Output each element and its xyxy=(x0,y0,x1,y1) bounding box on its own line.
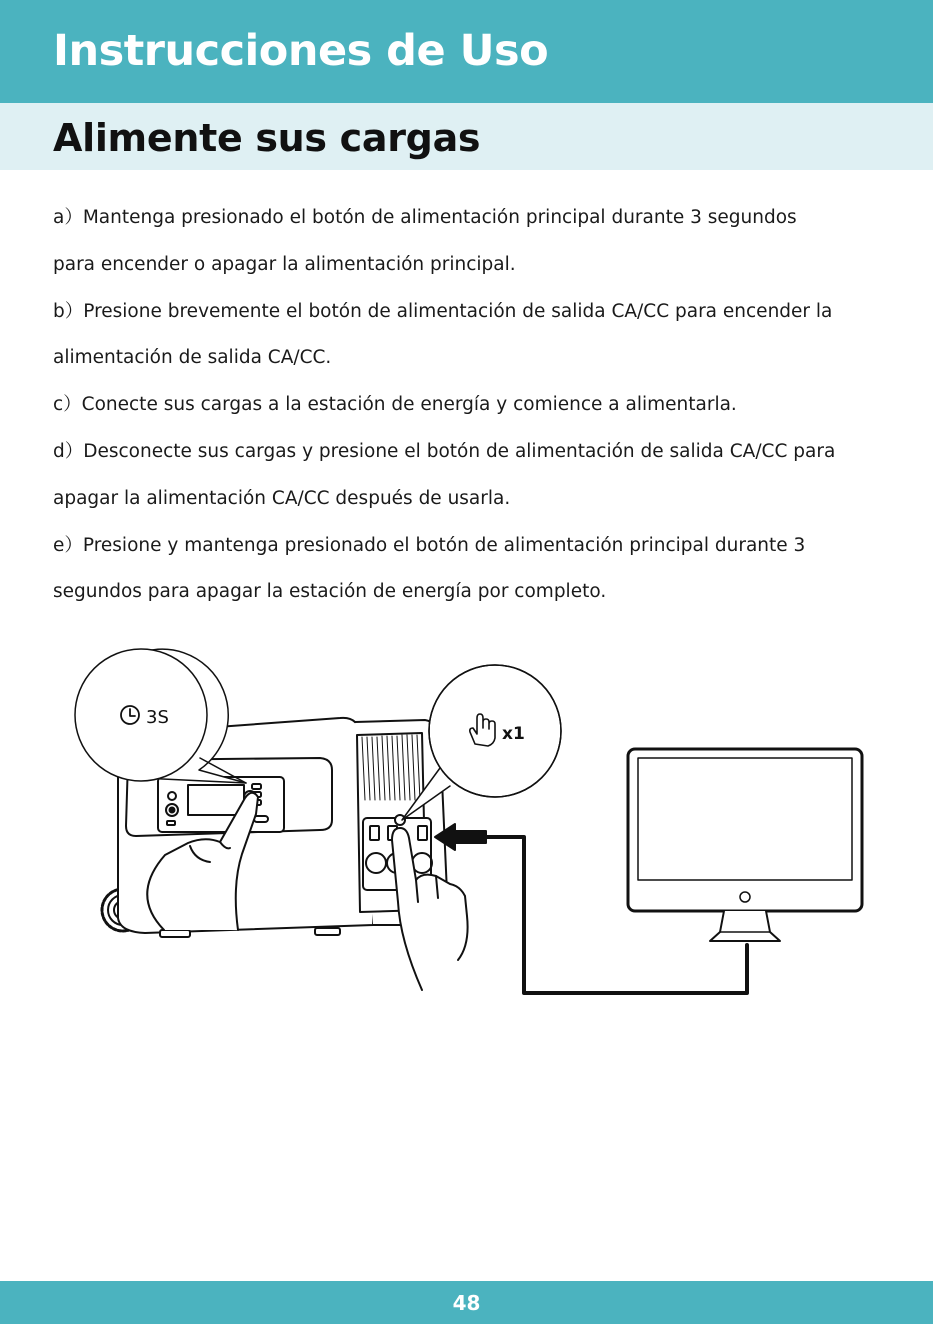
usage-illustration xyxy=(70,640,880,1010)
hold-duration-label: 3S xyxy=(146,707,169,728)
instruction-line: a）Mantenga presionado el botón de alimentación principal durante 3 segundos xyxy=(53,207,797,228)
instructions-list xyxy=(53,203,893,624)
page-number: 48 xyxy=(452,1291,481,1315)
page-header-title: Instrucciones de Uso xyxy=(53,26,549,76)
section-title: Alimente sus cargas xyxy=(53,116,481,160)
monitor xyxy=(628,749,862,941)
instruction-line: segundos para apagar la estación de energía por completo. xyxy=(53,581,607,603)
press-count-label: x1 xyxy=(502,724,525,744)
instruction-line: d）Desconecte sus cargas y presione el botón de alimentación de salida CA/CC para xyxy=(53,440,836,462)
instruction-line: c）Conecte sus cargas a la estación de energía y comience a alimentarla. xyxy=(53,394,737,416)
instruction-line: b）Presione brevemente el botón de alimentación de salida CA/CC para encender la xyxy=(53,300,833,322)
instruction-line: para encender o apagar la alimentación principal. xyxy=(53,253,516,275)
instruction-line: apagar la alimentación CA/CC después de usarla. xyxy=(53,487,511,509)
instruction-line: e）Presione y mantenga presionado el botón de alimentación principal durante 3 xyxy=(53,534,806,556)
instruction-line: alimentación de salida CA/CC. xyxy=(53,347,332,369)
